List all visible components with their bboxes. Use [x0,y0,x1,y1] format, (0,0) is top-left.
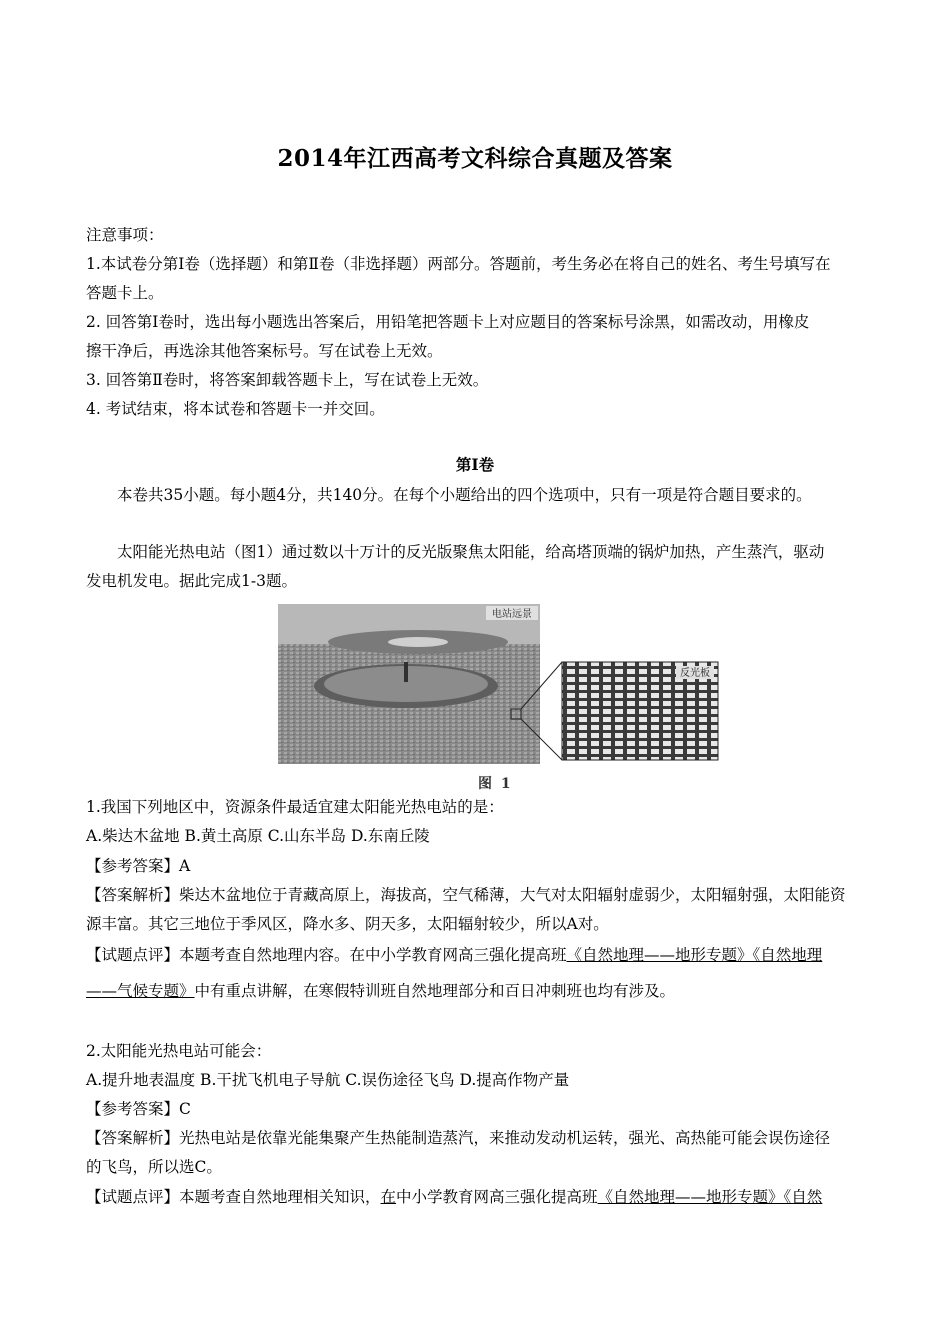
notice-item-1a: 1.本试卷分第Ⅰ卷（选择题）和第Ⅱ卷（非选择题）两部分。答题前，考生务必在将自己的姓名、考生号填写在 [86,255,831,273]
far-view-photo [278,604,540,764]
figure-caption: 图 1 [478,776,513,792]
page-title: 2014年江西高考文科综合真题及答案 [277,145,673,172]
q1-comment-text: 【试题点评】本题考查自然地理内容。在中小学教育网高三强化提高班 [86,946,567,964]
q2-comment-in[interactable]: 在 [380,1188,397,1206]
q1-course-link-cont[interactable]: ——气候专题》 [86,982,195,1000]
notice-item-2a: 2. 回答第Ⅰ卷时，选出每小题选出答案后，用铅笔把答题卡上对应题目的答案标号涂黑，如需改动，用橡皮 [86,313,810,331]
q2-options: A.提升地表温度 B.干扰飞机电子导航 C.误伤途径飞鸟 D.提高作物产量 [86,1071,570,1089]
mirror-label: 反光板 [680,668,710,679]
far-view-label: 电站远景 [492,609,532,620]
notice-item-4: 4. 考试结束，将本试卷和答题卡一并交回。 [86,400,385,418]
section-intro: 本卷共35小题。每小题4分，共140分。在每个小题给出的四个选项中，只有一项是符合题目要求的。 [117,486,812,504]
notice-item-1b: 答题卡上。 [86,284,164,302]
q1-analysis-1: 【答案解析】柴达木盆地位于青藏高原上，海拔高，空气稀薄，大气对太阳辐射虚弱少，太阳辐射强，太阳能资 [86,886,846,904]
q2-comment-1 [86,1186,866,1208]
q1-comment-tail: 中有重点讲解，在寒假特训班自然地理部分和百日冲刺班也均有涉及。 [194,982,676,1000]
q1-analysis-2: 源丰富。其它三地位于季风区，降水多、阴天多，太阳辐射较少，所以A对。 [86,915,609,933]
q2-analysis-2: 的飞鸟，所以选C。 [86,1158,222,1176]
q2-course-link[interactable]: 《自然地理——地形专题》《自然 [597,1188,823,1206]
notice-item-2b: 擦干净后，再选涂其他答案标号。写在试卷上无效。 [86,342,443,360]
q1-options: A.柴达木盆地 B.黄土高原 C.山东半岛 D.东南丘陵 [86,827,430,845]
passage-line-1: 太阳能光热电站（图1）通过数以十万计的反光版聚焦太阳能，给高塔顶端的锅炉加热，产生蒸汽，驱动 [117,543,825,561]
notice-item-3: 3. 回答第Ⅱ卷时，将答案卸载答题卡上，写在试卷上无效。 [86,371,489,389]
q2-stem: 2.太阳能光热电站可能会： [86,1042,272,1060]
section-heading: 第Ⅰ卷 [455,455,495,474]
q2-answer: 【参考答案】C [86,1100,191,1118]
q1-answer: 【参考答案】A [86,857,191,875]
q1-course-link[interactable]: 《自然地理——地形专题》《自然地理 [566,946,823,964]
q2-comment-text: 【试题点评】本题考查自然地理相关知识， [86,1188,381,1206]
passage-line-2: 发电机发电。据此完成1-3题。 [86,572,297,590]
notice-heading: 注意事项： [86,226,164,244]
q1-comment-1 [86,944,866,966]
q1-stem: 1.我国下列地区中，资源条件最适宜建太阳能光热电站的是： [86,798,504,816]
q1-comment-2 [86,980,866,1002]
q2-comment-school: 中小学教育网高三强化提高班 [396,1188,598,1206]
solar-plant-figure [278,604,720,790]
q2-analysis-1: 【答案解析】光热电站是依靠光能集聚产生热能制造蒸汽，来推动发动机运转，强光、高热能可能会误伤途径 [86,1129,831,1147]
